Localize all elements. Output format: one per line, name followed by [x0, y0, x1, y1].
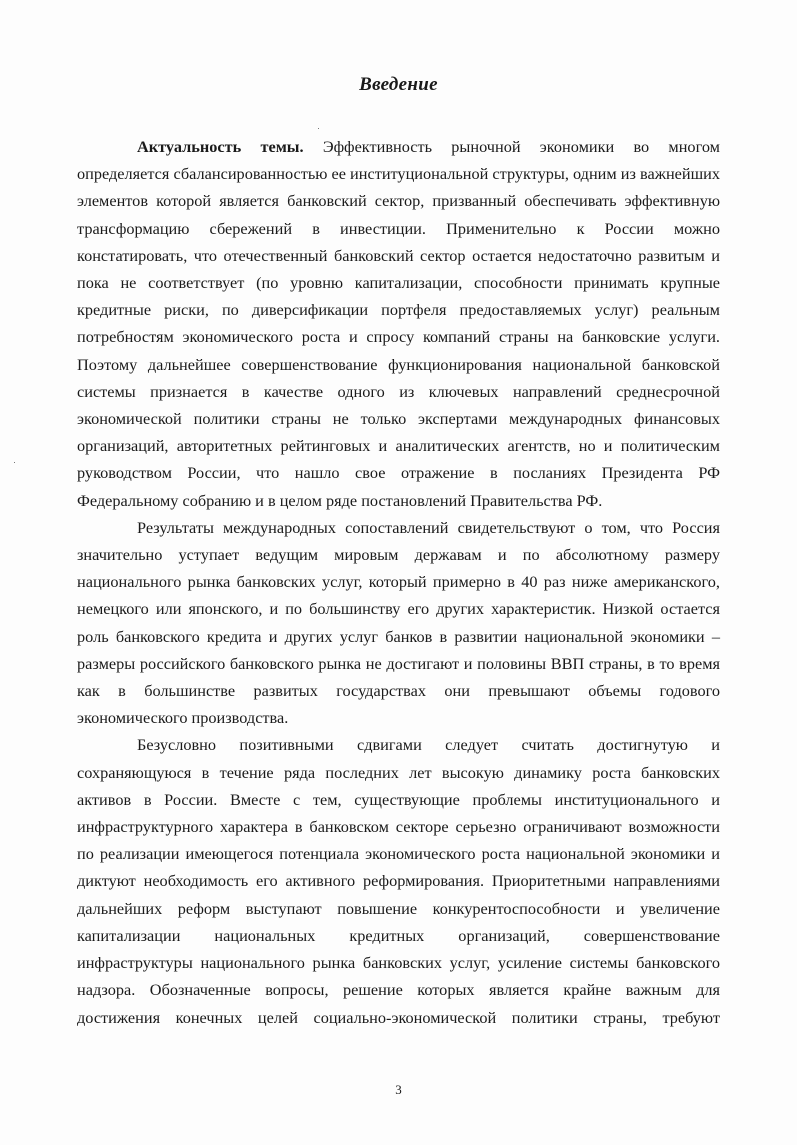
paragraph-text: Эффективность рыночной экономики во многом определяется сбалансированностью ее институциональной структуры, одним из важнейших элементов которой является банковский сектор, призванный обеспечивать эффективную трансформацию сбережений в инвестиции. Применительно к России можно констатировать, что отечественный банковский сектор остается недостаточно развитым и пока не соответствует (по уровню капитализации, способности принимать крупные кредитные риски, по диверсификации портфеля предоставляемых услуг) реальным потребностям экономического роста и спросу компаний страны на банковские услуги. Поэтому дальнейшее совершенствование функционирования национальной банковской системы признается в качестве одного из ключевых направлений среднесрочной экономической политики страны не только экспертами международных финансовых организаций, авторитетных рейтинговых и аналитических агентств, но и политическим руководством России, что нашло свое отражение в посланиях Президента РФ Федеральному собранию и в целом ряде постановлений Правительства РФ.	[77, 137, 720, 510]
paragraph-text: Безусловно позитивными сдвигами следует считать достигнутую и сохраняющуюся в течение ряда последних лет высокую динамику роста банковских активов в России. Вместе с тем, существующие проблемы институционального и инфраструктурного характера в банковском секторе серьезно ограничивают возможности по реализации имеющегося потенциала экономического роста национальной экономики и диктуют необходимость его активного реформирования. Приоритетными направлениями дальнейших реформ выступают повышение конкурентоспособности и увеличение капитализации национальных кредитных организаций, совершенствование инфраструктуры национального рынка банковских услуг, усиление системы банковского надзора. Обозначенные вопросы, решение которых является крайне важным для достижения конечных целей социально-экономической политики страны, требуют	[77, 735, 720, 1027]
paragraph-dynamics	[77, 731, 720, 1030]
paragraph-relevance	[77, 133, 720, 514]
paragraph-text: Результаты международных сопоставлений свидетельствуют о том, что Россия значительно уступает ведущим мировым державам и по абсолютному размеру национального рынка банковских услуг, который примерно в 40 раз ниже американского, немецкого или японского, и по большинству его других характеристик. Низкой остается роль банковского кредита и других услуг банков в развитии национальной экономики – размеры российского банковского рынка не достигают и половины ВВП страны, в то время как в большинстве развитых государствах они превышают объемы годового экономического производства.	[77, 517, 720, 728]
scan-speck	[318, 128, 319, 129]
scan-speck	[14, 462, 15, 463]
page-number: 3	[395, 1082, 402, 1097]
paragraph-lead: Актуальность темы.	[137, 137, 304, 156]
page-title: Введение	[359, 74, 438, 95]
paragraph-comparisons	[77, 514, 720, 732]
body-text	[77, 133, 720, 1031]
